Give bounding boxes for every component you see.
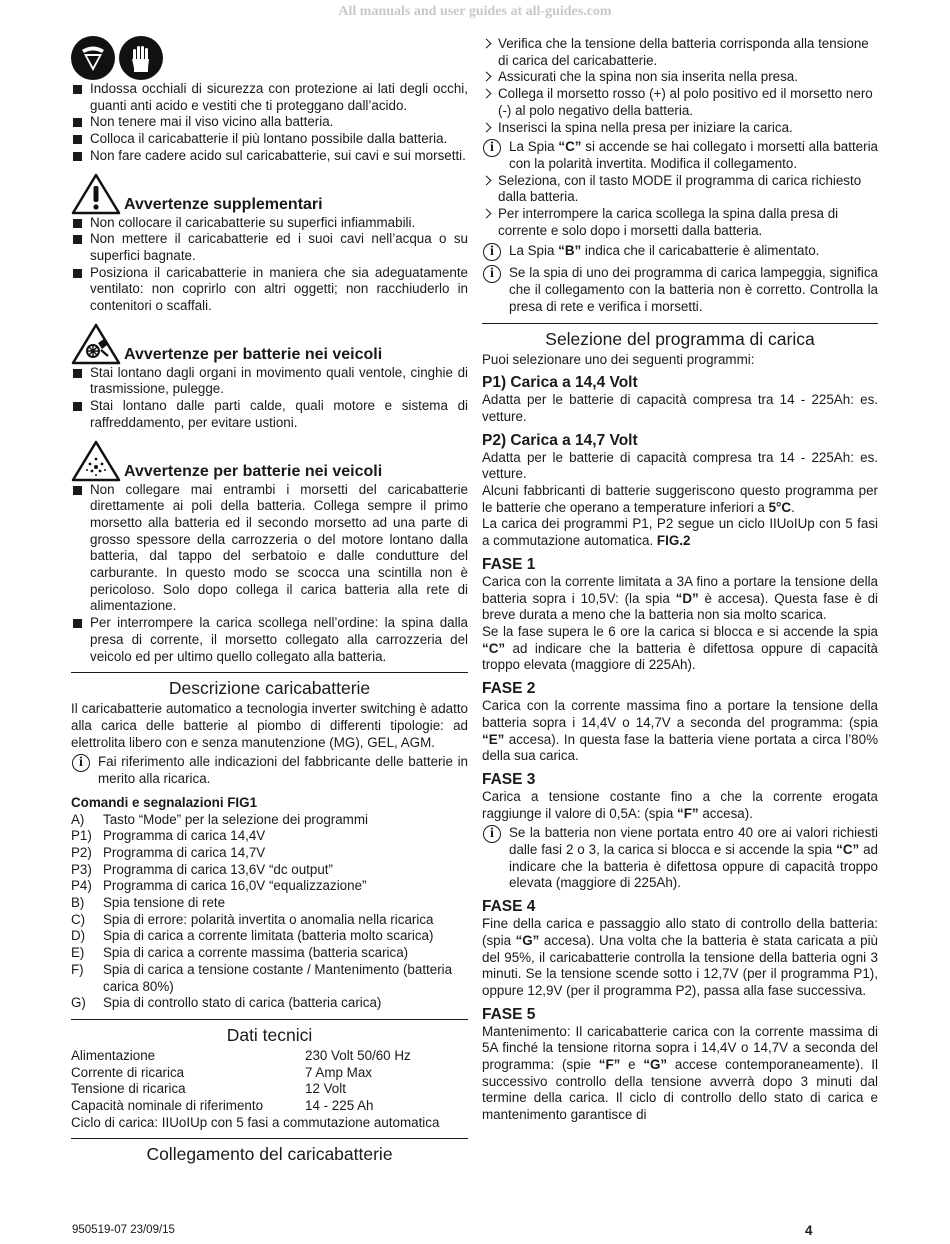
ppe-icons <box>71 36 468 80</box>
charge-cycle: Ciclo di carica: IIUoIUp con 5 fasi a commutazione automatica <box>71 1114 440 1130</box>
note-text: La Spia <box>509 243 559 259</box>
commands-list <box>71 812 468 1012</box>
fase-1-text-b <box>482 624 878 674</box>
selection-intro: Puoi selezionare uno dei seguenti programmi: <box>482 351 755 367</box>
warning-list-2 <box>71 365 468 432</box>
fase-4-text <box>482 916 878 1000</box>
figure-ref: FIG.2 <box>656 533 691 549</box>
info-icon: i <box>483 243 501 261</box>
connection-steps-a <box>482 36 878 136</box>
warning-list-1 <box>71 215 468 315</box>
note-blink <box>482 265 878 315</box>
list-item: Indossa occhiali di sicurezza con protezione ai lati degli occhi, guanti anti acido e vestiti che ti proteggano dall’acido. <box>71 81 468 114</box>
command-value: Spia di carica a tensione costante / Mantenimento (batteria carica 80%) <box>103 961 453 994</box>
indicator-label: “G” <box>643 1057 668 1073</box>
list-item: Assicurati che la spina non sia inserita nella presa. <box>482 69 878 86</box>
spec-value: 12 Volt <box>305 1081 346 1097</box>
info-icon: i <box>483 825 501 843</box>
program-p2-text: Adatta per le batterie di capacità compresa tra 14 - 225Ah: es. vetture. <box>482 449 878 482</box>
section-title-descrizione: Descrizione caricabatterie <box>71 672 468 698</box>
warning-title: Avvertenze supplementari <box>124 195 323 213</box>
cycle-text <box>482 516 878 549</box>
commands-title: Comandi e segnalazioni FIG1 <box>71 794 258 810</box>
indicator-label: “F” <box>677 805 699 821</box>
glove-icon <box>119 36 163 80</box>
section-title-collegamento: Collegamento del caricabatterie <box>71 1138 468 1164</box>
list-item <box>71 845 468 862</box>
indicator-label: “F” <box>598 1057 621 1073</box>
command-key: P4) <box>71 878 92 894</box>
list-item <box>71 912 468 929</box>
document-code: 950519-07 23/09/15 <box>72 1224 175 1236</box>
warning-heading-1 <box>71 173 468 215</box>
text-span: accese contemporaneamente). Il successivo controllo della tensione avverrà dopo 3 minuti dal termine della carica. Il ciclo di controllo dello stato di carica e mantenimento garantisce di <box>482 1057 878 1123</box>
command-value: Programma di carica 16,0V “equalizzazione” <box>103 878 367 894</box>
spec-label: Corrente di ricarica <box>71 1064 185 1080</box>
list-item <box>71 828 468 845</box>
table-row <box>71 1081 468 1098</box>
warning-heading-2 <box>71 323 468 365</box>
list-item <box>71 812 468 829</box>
command-key: P2) <box>71 844 92 860</box>
command-key: B) <box>71 895 85 911</box>
indicator-label: “C” <box>558 139 582 155</box>
list-item: Inserisci la spina nella presa per iniziare la carica. <box>482 120 878 137</box>
fase-1-title: FASE 1 <box>482 555 536 573</box>
text-span: Fine della carica e passaggio allo stato di controllo della batteria: (spia <box>482 916 878 948</box>
list-item: Per interrompere la carica scollega la spina dalla presa di corrente e solo dopo i morsetti dalla batteria. <box>482 206 878 239</box>
spec-label: Alimentazione <box>71 1047 156 1063</box>
table-row <box>71 1098 468 1115</box>
note-text: La Spia <box>509 139 559 155</box>
program-p2-text2 <box>482 483 878 516</box>
list-item <box>71 962 468 995</box>
command-key: P1) <box>71 828 92 844</box>
list-item: Verifica che la tensione della batteria corrisponda alla tensione di carica del caricabatterie. <box>482 36 878 69</box>
section-title-dati-tecnici: Dati tecnici <box>71 1019 468 1045</box>
note-text: Fai riferimento alle indicazioni del fabbricante delle batterie in merito alla ricarica. <box>98 754 468 787</box>
indicator-label: “D” <box>675 590 699 606</box>
text-span: Carica a tensione costante fino a che la corrente erogata raggiunge il valore di 0,5A: (spia <box>482 788 878 821</box>
warning-title: Avvertenze per batterie nei veicoli <box>124 345 383 363</box>
info-icon: i <box>483 265 501 283</box>
indicator-label: “E” <box>482 731 505 747</box>
connection-steps-b <box>482 173 878 240</box>
program-p2-title: P2) Carica a 14,7 Volt <box>482 431 638 449</box>
command-key: E) <box>71 945 85 961</box>
text-span: Mantenimento: Il caricabatterie carica con la corrente massima di 5A finché la tensione ritorna sopra i 14,4V o 14,7V a seconda del programma: (spie <box>482 1023 878 1073</box>
list-item <box>71 895 468 912</box>
list-item: Stai lontano dagli organi in movimento quali ventole, cinghie di trasmissione, pulegge. <box>71 365 468 398</box>
watermark: All manuals and user guides at all-guides.com <box>338 4 612 19</box>
program-p1-title: P1) Carica a 14,4 Volt <box>482 374 638 392</box>
command-value: Spia di errore: polarità invertita o anomalia nella ricarica <box>103 911 434 927</box>
list-item <box>71 928 468 945</box>
list-item: Posiziona il caricabatterie in maniera che sia adeguatamente ventilato: non coprirlo con altri oggetti; non racchiuderlo in contenitori o scaffali. <box>71 265 468 315</box>
command-key: A) <box>71 811 85 827</box>
fase-3-text <box>482 789 878 822</box>
fase-1-text-a <box>482 574 878 624</box>
command-value: Spia di carica a corrente massima (batteria scarica) <box>103 945 409 961</box>
text-span: accesa). Una volta che la batteria è stata caricata a più del 95%, il caricabatterie controlla la tensione della batteria ogni 3 minuti. Se la tensione scende sotto i 12,7V (per il programma P1), oppure 12,9V (per il programma P2), passa alla fase successiva. <box>482 932 878 998</box>
text-span: è accesa). Questa fase è di breve durata a meno che la batteria non sia molto scarica. <box>482 590 879 623</box>
indicator-label: “B” <box>558 243 582 259</box>
list-item <box>71 878 468 895</box>
indicator-label: “C” <box>482 640 506 656</box>
page-number: 4 <box>805 1223 813 1238</box>
fase-4-title: FASE 4 <box>482 898 536 916</box>
text-span: accesa). <box>698 805 753 821</box>
command-value: Tasto “Mode” per la selezione dei programmi <box>103 811 368 827</box>
command-value: Spia di carica a corrente limitata (batteria molto scarica) <box>103 928 434 944</box>
command-key: G) <box>71 995 86 1011</box>
moving-parts-warning-icon <box>71 323 121 365</box>
command-key: D) <box>71 928 86 944</box>
fase-2-title: FASE 2 <box>482 680 536 698</box>
fase-2-text <box>482 698 878 765</box>
text-span: ad indicare che la batteria è difettosa oppure di capacità troppo elevata (maggiore di 225Ah). <box>482 640 878 673</box>
warning-title: Avvertenze per batterie nei veicoli <box>124 462 383 480</box>
list-item <box>71 995 468 1012</box>
list-item: Non mettere il caricabatterie ed i suoi cavi nell’acqua o su superfici bagnate. <box>71 231 468 264</box>
list-item: Non collegare mai entrambi i morsetti del caricabatterie direttamente ai poli della batteria. Collega sempre il primo morsetto alla batteria ed il secondo morsetto ad una parte di grosso spessore della carrozzeria o del motore lontano dalla batteria, dal tappo del serbatoio e dalle condutture del carburante. In questo modo se scocca una scintilla non è pericoloso. Solo dopo collega il carica batteria alla rete di alimentazione. <box>71 482 468 616</box>
program-p1-text: Adatta per le batterie di capacità compresa tra 14 - 225Ah: es. vetture. <box>482 392 878 424</box>
list-item: Non collocare il caricabatterie su superfici infiammabili. <box>71 215 468 232</box>
note-descrizione <box>71 754 468 787</box>
text-span: . <box>791 499 795 515</box>
list-item: Colloca il caricabatterie il più lontano possibile dalla batteria. <box>71 131 468 148</box>
note-text: si accende se hai collegato i morsetti alla batteria con la polarità invertita. Modifica il collegamento. <box>509 139 878 171</box>
command-key: C) <box>71 911 86 927</box>
face-shield-icon <box>71 36 115 80</box>
command-key: P3) <box>71 861 92 877</box>
indicator-label: “G” <box>515 932 540 948</box>
text-span: Carica con la corrente limitata a 3A fino a portare la tensione della batteria sopra i 10,5V: (la spia <box>482 573 878 606</box>
note-spia-c <box>482 139 878 172</box>
spec-value: 230 Volt 50/60 Hz <box>305 1047 411 1063</box>
command-value: Programma di carica 14,7V <box>103 844 266 860</box>
text-span: Alcuni fabbricanti di batterie suggeriscono questo programma per le batterie che operano a temperature inferiori a <box>482 483 878 515</box>
left-column <box>71 36 468 1167</box>
table-row <box>71 1065 468 1082</box>
description-text: Il caricabatterie automatico a tecnologia inverter switching è adatto alla carica delle batterie al piombo di differenti tipologie: ad elettrolita libero con e senza manutenzione (MG), GEL, AGM. <box>71 701 468 750</box>
specs-table <box>71 1048 468 1132</box>
command-value: Programma di carica 13,6V “dc output” <box>103 861 333 877</box>
list-item <box>71 945 468 962</box>
note-text: ad indicare che la batteria è difettosa oppure di capacità troppo elevata (maggiore di 225Ah). <box>509 842 878 891</box>
command-key: F) <box>71 961 84 977</box>
list-item <box>71 862 468 879</box>
warning-heading-3 <box>71 440 468 482</box>
note-text: indica che il caricabatterie è alimentato. <box>581 243 820 259</box>
fase-3-title: FASE 3 <box>482 770 536 788</box>
info-icon: i <box>483 139 501 157</box>
note-spia-b <box>482 243 878 261</box>
section-title-selezione: Selezione del programma di carica <box>482 323 878 349</box>
text-span: accesa). In questa fase la batteria viene portata a circa l’80% della sua carica. <box>482 731 878 764</box>
spec-label: Capacità nominale di riferimento <box>71 1098 264 1114</box>
warning-exclamation-icon <box>71 173 121 215</box>
note-text: Se la spia di uno dei programma di carica lampeggia, significa che il collegamento con la batteria non è corretto. Controlla la presa di rete e verifica i morsetti. <box>509 265 878 314</box>
list-item: Seleziona, con il tasto MODE il programma di carica richiesto dalla batteria. <box>482 173 878 206</box>
spec-label: Tensione di ricarica <box>71 1081 186 1097</box>
fase-5-text <box>482 1024 878 1124</box>
table-row <box>71 1048 468 1065</box>
list-item: Collega il morsetto rosso (+) al polo positivo ed il morsetto nero (-) al polo negativo della batteria. <box>482 86 878 119</box>
command-value: Programma di carica 14,4V <box>103 828 266 844</box>
list-item: Non fare cadere acido sul caricabatterie, sui cavi e sui morsetti. <box>71 148 468 165</box>
safety-list <box>71 81 468 165</box>
right-column <box>482 36 878 1124</box>
text-span: La carica dei programmi P1, P2 segue un ciclo IIUoIUp con 5 fasi a commutazione automatica. <box>482 516 878 549</box>
text-span: e <box>620 1057 644 1073</box>
list-item: Non tenere mai il viso vicino alla batteria. <box>71 114 468 131</box>
note-text: Se la batteria non viene portata entro 40 ore ai valori richiesti dalle fasi 2 o 3, la carica si blocca e si accende la spia <box>509 825 878 858</box>
note-fase-3 <box>482 825 878 892</box>
fase-5-title: FASE 5 <box>482 1005 536 1023</box>
info-icon: i <box>72 754 90 772</box>
command-value: Spia di controllo stato di carica (batteria carica) <box>103 995 382 1011</box>
spec-value: 7 Amp Max <box>305 1064 372 1080</box>
spec-value: 14 - 225 Ah <box>305 1098 374 1114</box>
indicator-label: “C” <box>836 842 860 858</box>
text-span: Se la fase supera le 6 ore la carica si blocca e si accende la spia <box>482 623 878 639</box>
warning-list-3 <box>71 482 468 666</box>
explosion-warning-icon <box>71 440 121 482</box>
text-span: Carica con la corrente massima fino a portare la tensione della batteria sopra i 14,4V o 14,7V a seconda del programma: (spia <box>482 698 878 730</box>
list-item: Per interrompere la carica scollega nell’ordine: la spina dalla presa di corrente, il morsetto collegato alla carrozzeria del veicolo ed per ultimo quello collegato alla batteria. <box>71 615 468 665</box>
list-item: Stai lontano dalle parti calde, quali motore e sistema di raffreddamento, per evitare ustioni. <box>71 398 468 431</box>
temperature-value: 5°C <box>768 499 792 515</box>
command-value: Spia tensione di rete <box>103 895 226 911</box>
